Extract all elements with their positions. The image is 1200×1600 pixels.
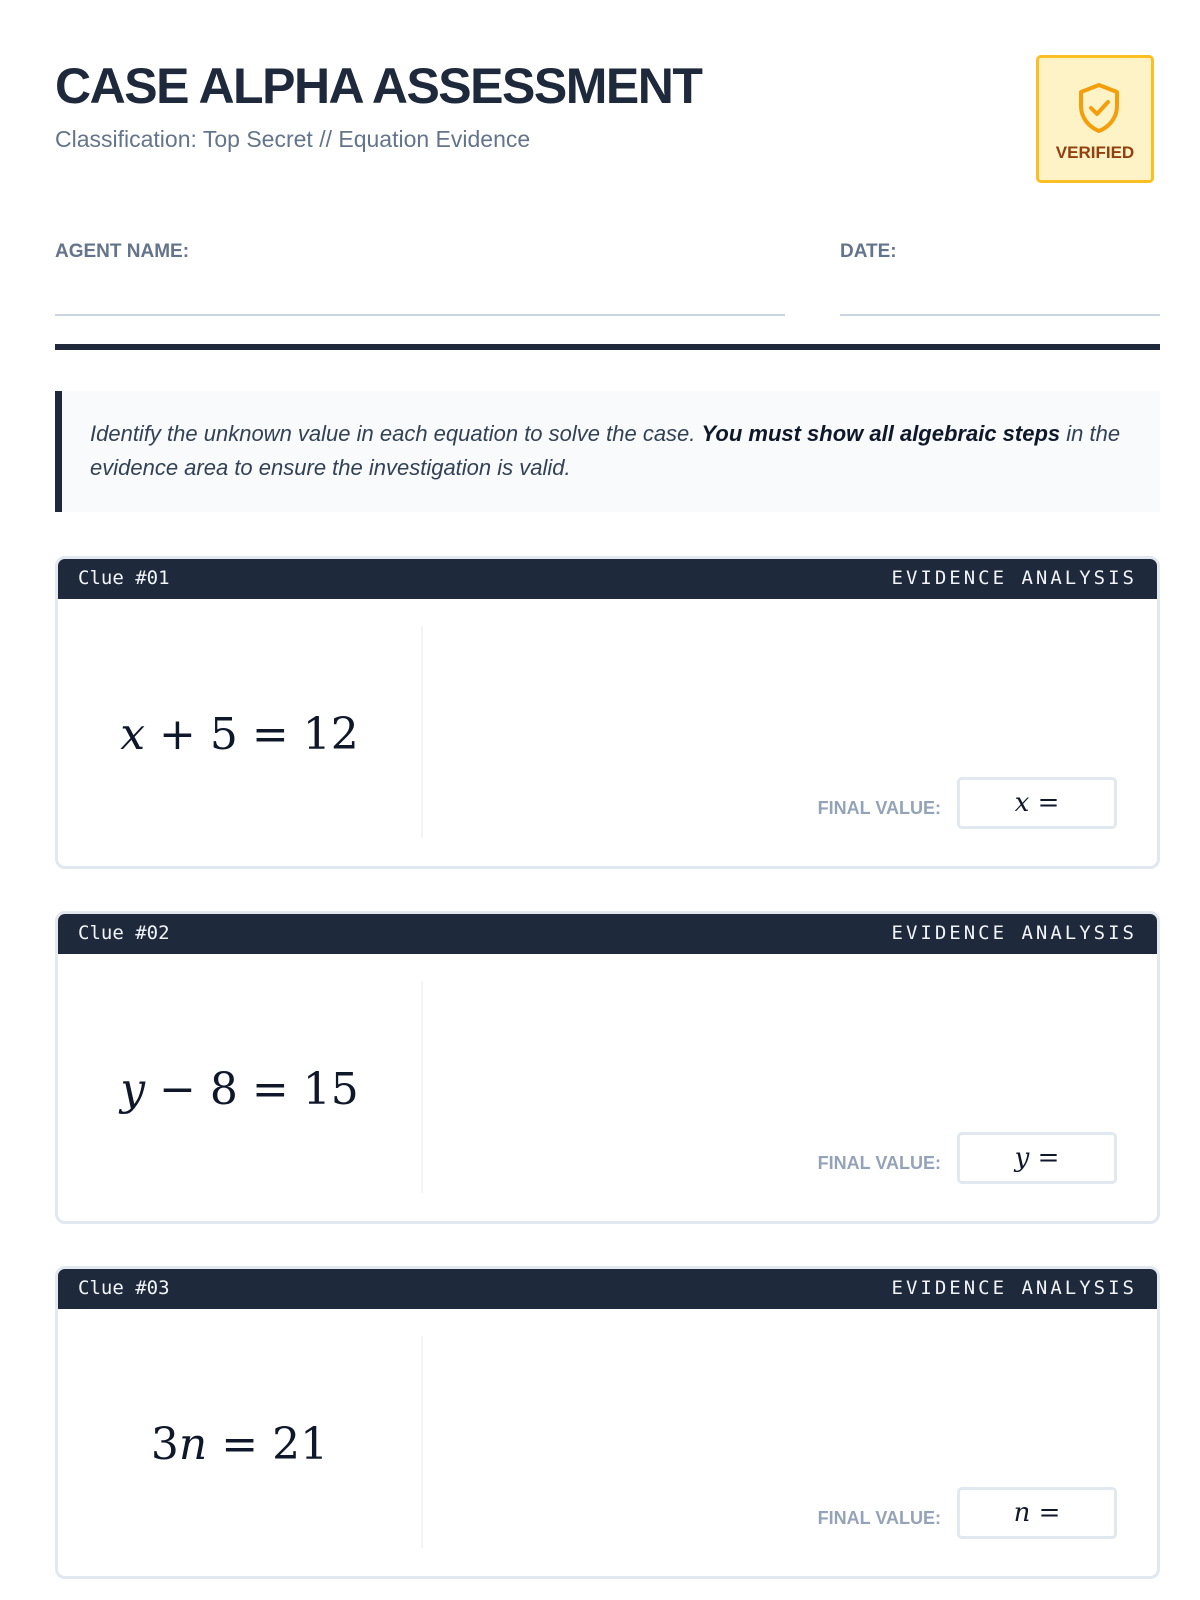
clue-id: Clue #03 (78, 1277, 170, 1299)
instructions-lead: Identify the unknown value in each equation to solve the case. (90, 421, 702, 446)
clue-divider (421, 626, 423, 838)
clue-tag: EVIDENCE ANALYSIS (891, 922, 1137, 944)
page-title: CASE ALPHA ASSESSMENT (55, 58, 702, 114)
clue-header (58, 559, 1157, 599)
badge-label: VERIFIED (1055, 143, 1135, 162)
instructions-box (55, 391, 1160, 512)
clue-tag: EVIDENCE ANALYSIS (891, 1277, 1137, 1299)
date-label: DATE: (840, 241, 897, 262)
date-field[interactable] (840, 314, 1160, 316)
verified-badge (1036, 55, 1154, 183)
clue-divider (421, 1336, 423, 1548)
instructions-tail: in the evidence area to ensure the investigation is valid. (90, 421, 1121, 480)
clue-id: Clue #02 (78, 922, 170, 944)
final-value-label: FINAL VALUE: (817, 1153, 941, 1173)
final-value-field[interactable]: 𝑥 = (957, 777, 1117, 829)
clue-header (58, 914, 1157, 954)
instructions-emphasis: You must show all algebraic steps (701, 421, 1061, 446)
clue-id: Clue #01 (78, 567, 170, 589)
clue-equation: 3𝑛 = 21 (150, 1418, 329, 1470)
clue-divider (421, 981, 423, 1193)
clue-equation: 𝑥 + 5 = 12 (120, 708, 359, 760)
clue-card (55, 556, 1160, 869)
final-value-field[interactable]: 𝑦 = (957, 1132, 1117, 1184)
clue-header (58, 1269, 1157, 1309)
shield-check-icon (1077, 82, 1121, 134)
clue-equation: 𝑦 − 8 = 15 (120, 1063, 359, 1115)
final-value-label: FINAL VALUE: (817, 798, 941, 818)
final-value-label: FINAL VALUE: (817, 1508, 941, 1528)
clue-tag: EVIDENCE ANALYSIS (891, 567, 1137, 589)
agent-name-label: AGENT NAME: (55, 241, 190, 262)
agent-name-field[interactable] (55, 314, 785, 316)
clue-card (55, 1266, 1160, 1579)
clue-card (55, 911, 1160, 1224)
page-subtitle: Classification: Top Secret // Equation Evidence (55, 126, 531, 152)
header-divider (55, 344, 1160, 350)
final-value-field[interactable]: 𝑛 = (957, 1487, 1117, 1539)
